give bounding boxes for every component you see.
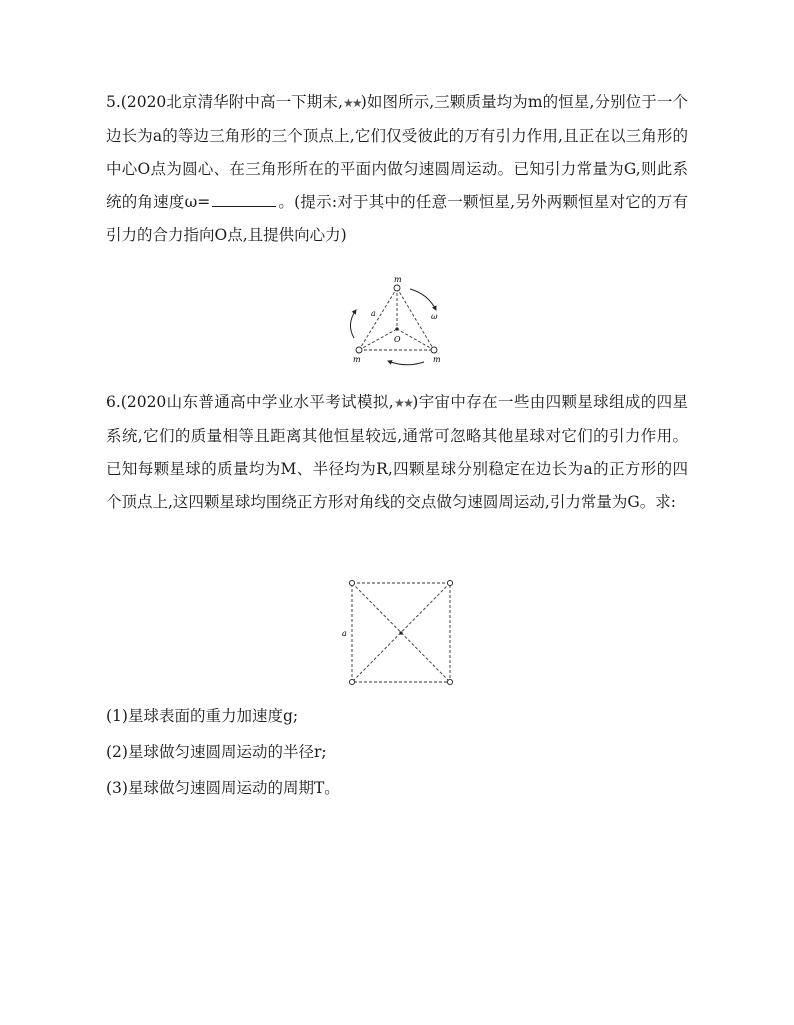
question-6-number: 6. (106, 393, 121, 411)
question-5-number: 5. (106, 93, 121, 111)
rotation-arrow-left (350, 310, 356, 338)
question-5-hint: 。(提示:对于其中的任意一颗恒星,另外两颗恒星对它的万有引力的合力指向O点,且提供向心力) (106, 193, 688, 244)
question-6-body: 宇宙中存在一些由四颗星球组成的四星系统,它们的质量相等且距离其他恒星较远,通常可忽略其他星球对它们的引力作用。已知每颗星球的质量均为M、半径均为R,四颗星球分别稳定在边长为a的正方形的四个顶点上,这四颗星球均围绕正方形对角线的交点做匀速圆周运动,引力常量为G。求: (106, 393, 688, 511)
square-four-stars-figure (336, 578, 461, 688)
center-point (399, 631, 402, 634)
center-point (395, 327, 398, 330)
side-label: a (371, 309, 376, 318)
center-label: O (394, 335, 401, 344)
answer-blank[interactable] (212, 192, 276, 207)
question-5-source: (2020北京清华附中高一下期末, (120, 93, 343, 111)
star-left (356, 347, 362, 353)
mass-label-right: m (433, 355, 441, 364)
side-label: a (342, 629, 347, 638)
star-top-left (349, 580, 354, 585)
mass-label-left: m (353, 355, 361, 364)
difficulty-stars-icon: ★★ (342, 96, 361, 110)
sub-question-1: (1)星球表面的重力加速度g; (106, 707, 299, 725)
question-5-body: 如图所示,三颗质量均为m的恒星,分别位于一个边长为a的等边三角形的三个顶点上,它们仅受彼此的万有引力作用,且正在以三角形的中心O点为圆心、在三角形所在的平面内做匀速圆周运动。已知引力常量为G,则此系统的角速度ω= (106, 93, 688, 211)
star-top-right (447, 580, 452, 585)
star-top (394, 285, 400, 291)
omega-label: ω (431, 312, 438, 321)
question-6-text: 6.(2020山东普通高中学业水平考试模拟,★★)宇宙中存在一些由四颗星球组成的四星系统,它们的质量相等且距离其他恒星较远,通常可忽略其他星球对它们的引力作用。已知每颗星球的质量均为M、半径均为R,四颗星球分别稳定在边长为a的正方形的四个顶点上,这四颗星球均围绕正方形对角线的交点做匀速圆周运动,引力常量为G。求: (106, 393, 688, 511)
rotation-arrow-bottom (388, 361, 424, 365)
rotation-arrow-top (410, 289, 436, 310)
question-5-text: 5.(2020北京清华附中高一下期末,★★)如图所示,三颗质量均为m的恒星,分别位于一个边长为a的等边三角形的三个顶点上,它们仅受彼此的万有引力作用,且正在以三角形的中心O点为圆心、在三角形所在的平面内做匀速圆周运动。已知引力常量为G,则此系统的角速度ω= 。(提示:对于其中的任意一颗恒星,另外两颗恒星对它的万有引力的合力指向O点,且提供向心力) (106, 93, 688, 244)
mass-label-top: m (394, 275, 402, 284)
question-6-source: (2020山东普通高中学业水平考试模拟, (120, 393, 394, 411)
sub-question-2: (2)星球做匀速圆周运动的半径r; (106, 743, 327, 761)
triangle-three-stars-figure (340, 272, 450, 368)
star-bottom-left (349, 679, 354, 684)
star-bottom-right (447, 679, 452, 684)
sub-question-3: (3)星球做匀速圆周运动的周期T。 (106, 779, 340, 797)
star-right (431, 347, 437, 353)
difficulty-stars-icon: ★★ (393, 396, 413, 410)
